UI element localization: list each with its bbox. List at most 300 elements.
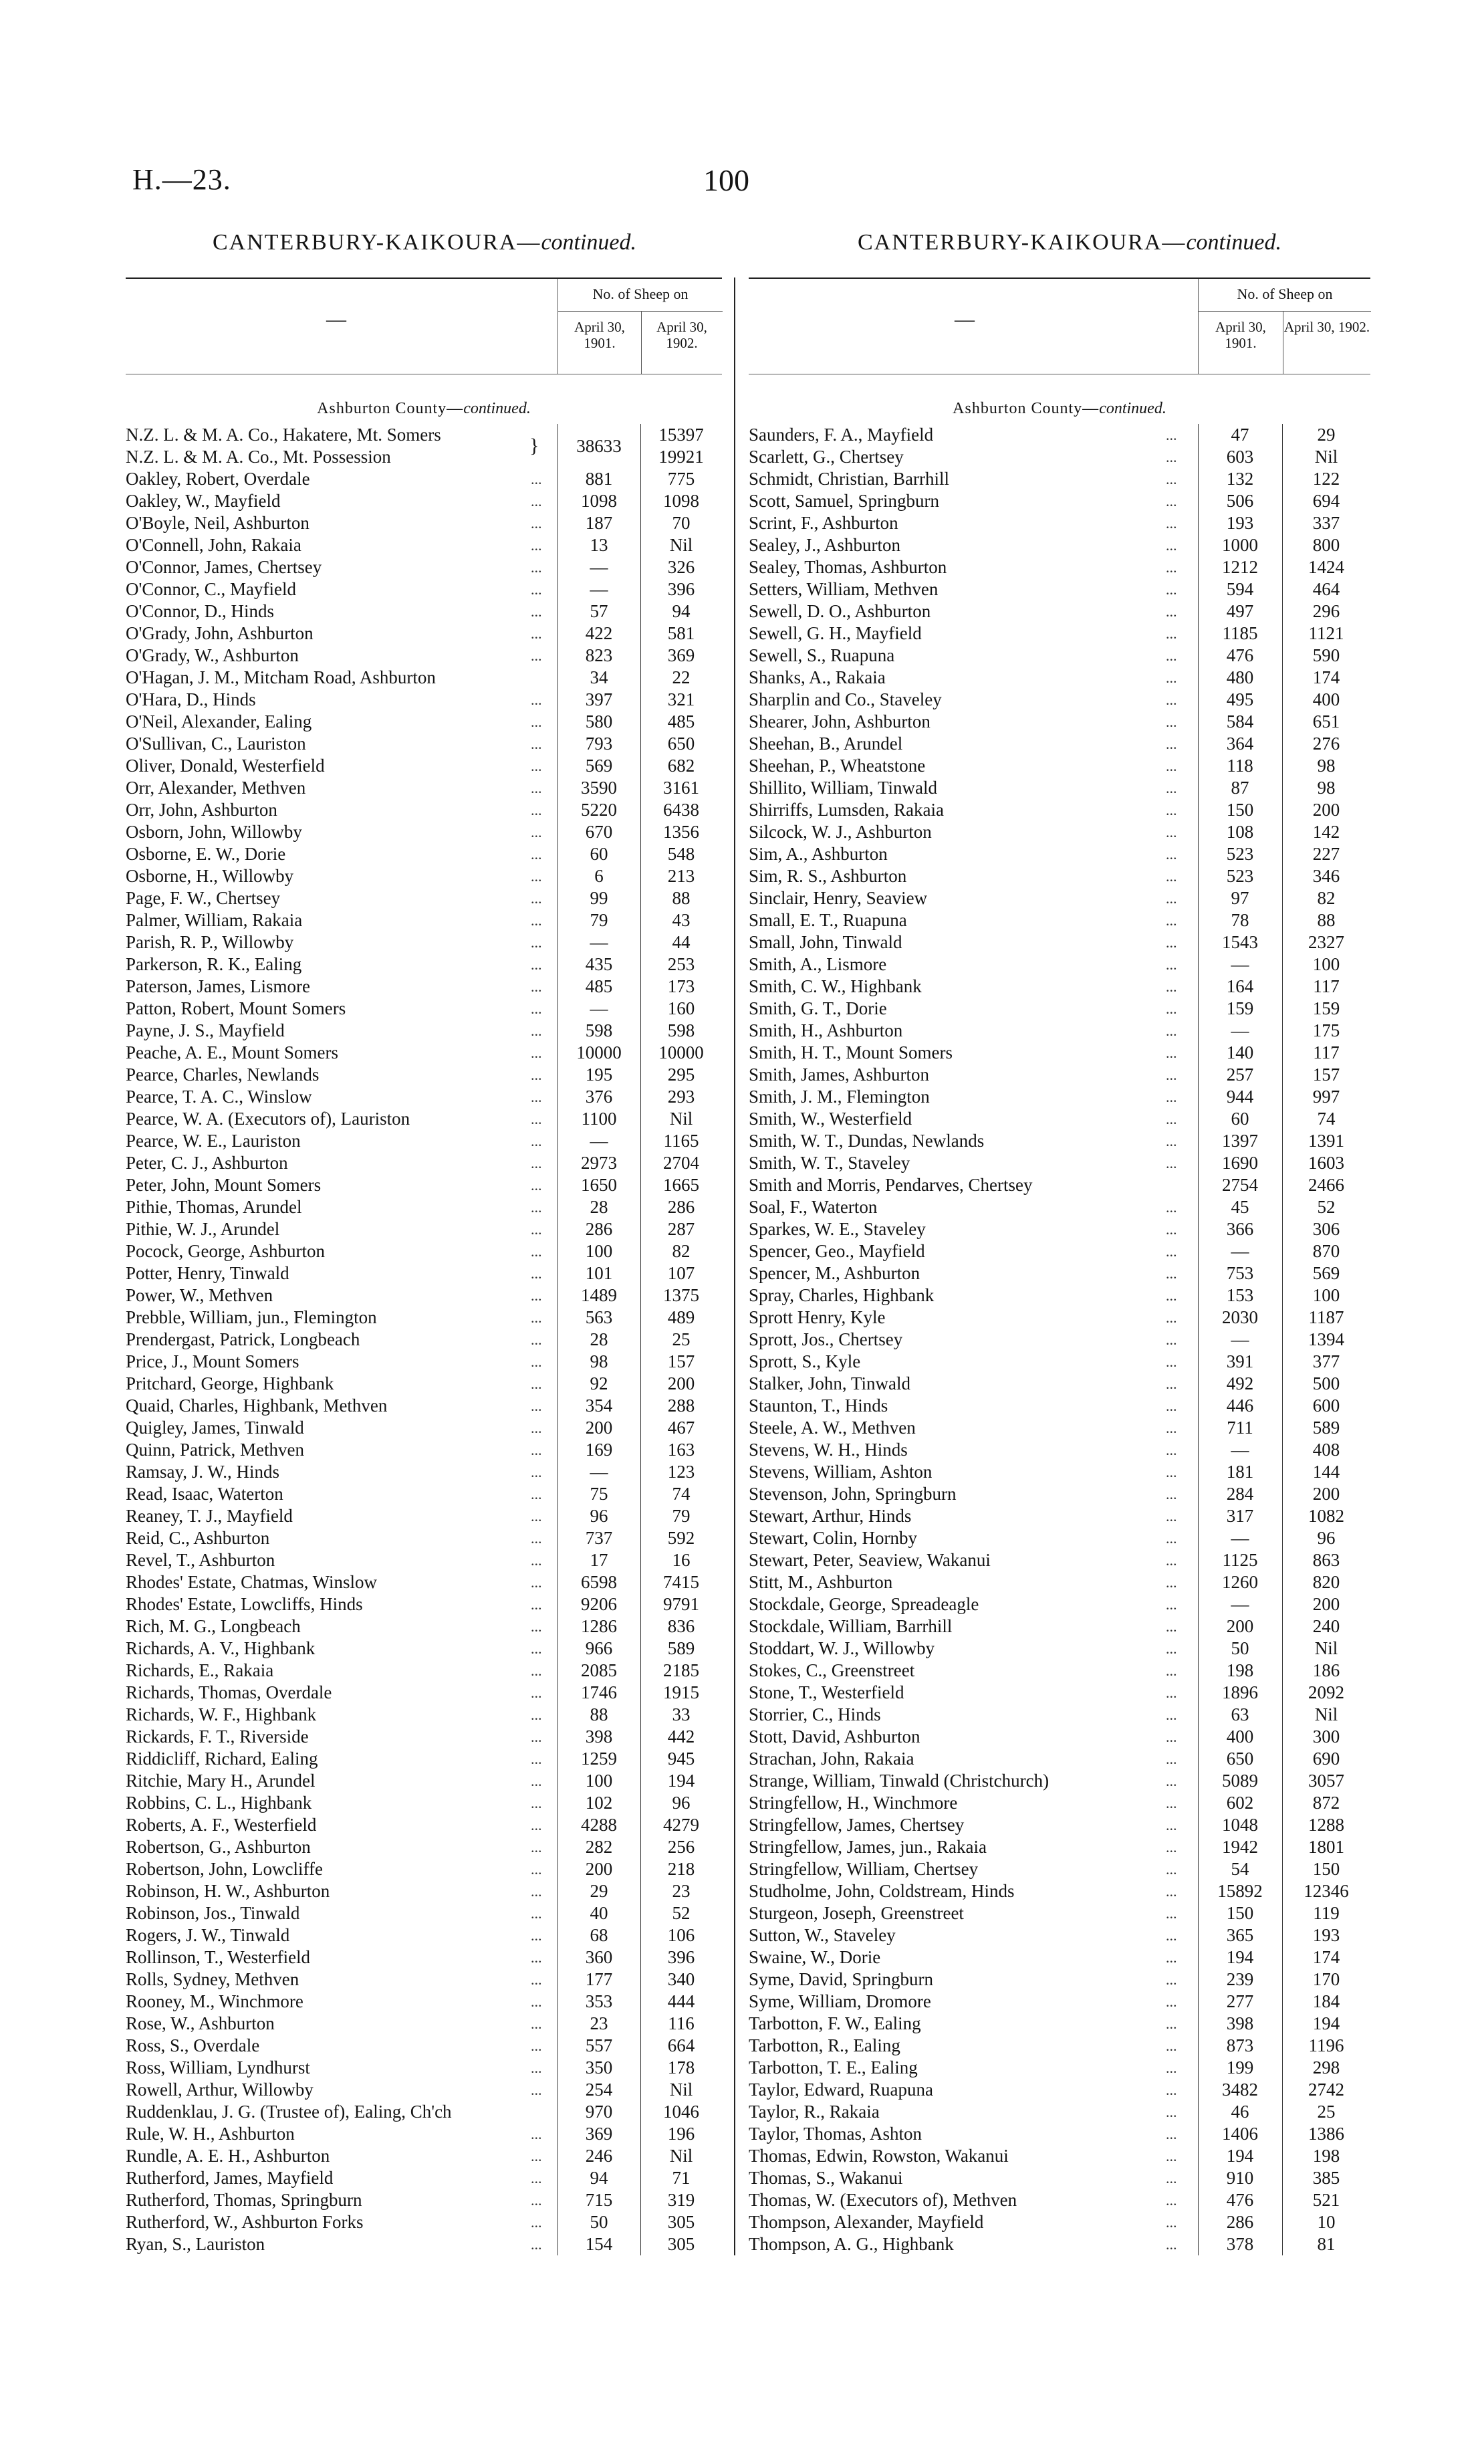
sheep-count-1902: 44 bbox=[672, 932, 691, 952]
sheep-count-1902: 467 bbox=[667, 1418, 695, 1438]
sheep-count-1901: 132 bbox=[1226, 469, 1254, 489]
holder-name: Palmer, William, Rakaia bbox=[126, 910, 303, 930]
sheep-count-1902: 175 bbox=[1312, 1020, 1340, 1040]
leader-dots: ... bbox=[1166, 890, 1177, 907]
table-row bbox=[749, 1991, 1370, 2013]
holder-name: O'Hara, D., Hinds bbox=[126, 689, 256, 709]
sheep-count-1902: 997 bbox=[1312, 1087, 1340, 1107]
sheep-count-1902: 52 bbox=[672, 1903, 691, 1923]
sheep-count-1901: — bbox=[1231, 1020, 1249, 1040]
leader-dots: ... bbox=[531, 846, 542, 863]
sheep-count-1901: 369 bbox=[585, 2124, 613, 2144]
sheep-count-1902: 396 bbox=[667, 579, 695, 599]
table-row bbox=[126, 777, 722, 799]
leader-dots: ... bbox=[1166, 1596, 1177, 1613]
holder-name: Saunders, F. A., Mayfield bbox=[749, 425, 934, 445]
sheep-count-1902: 1288 bbox=[1308, 1815, 1344, 1835]
right-county-name: Ashburton County— bbox=[953, 400, 1100, 417]
holder-name: Scrint, F., Ashburton bbox=[749, 513, 898, 533]
sheep-count-1901: 28 bbox=[590, 1197, 608, 1217]
sheep-count-1901: 480 bbox=[1226, 667, 1254, 687]
sheep-count-1901: 13 bbox=[590, 535, 608, 555]
leader-dots: ... bbox=[1166, 802, 1177, 818]
holder-name: Shearer, John, Ashburton bbox=[749, 711, 931, 732]
holder-name: Stevenson, John, Springburn bbox=[749, 1484, 957, 1504]
holder-name: Scarlett, G., Chertsey bbox=[749, 447, 904, 467]
sheep-count-1902: 548 bbox=[667, 844, 695, 864]
holder-name: Rollinson, T., Westerfield bbox=[126, 1947, 311, 1967]
table-row bbox=[126, 1549, 722, 1571]
holder-name: O'Connor, D., Hinds bbox=[126, 601, 275, 621]
table-row bbox=[749, 931, 1370, 954]
sheep-count-1901: 286 bbox=[585, 1219, 613, 1239]
sheep-count-1902: 1046 bbox=[663, 2102, 699, 2122]
holder-name: Sewell, D. O., Ashburton bbox=[749, 601, 931, 621]
leader-dots: ... bbox=[1166, 1971, 1177, 1988]
holder-name: Robinson, H. W., Ashburton bbox=[126, 1881, 330, 1901]
sheep-count-1901: 96 bbox=[590, 1506, 608, 1526]
leader-dots: ... bbox=[1166, 1442, 1177, 1458]
sheep-count-1901: 476 bbox=[1226, 645, 1254, 665]
sheep-count-1901: 1185 bbox=[1222, 623, 1258, 643]
holder-name: Stevens, William, Ashton bbox=[749, 1462, 933, 1482]
table-row bbox=[126, 1660, 722, 1682]
table-row bbox=[749, 1682, 1370, 1704]
leader-dots: ... bbox=[531, 713, 542, 730]
holder-name: Smith, J. M., Flemington bbox=[749, 1087, 930, 1107]
table-row bbox=[749, 2013, 1370, 2035]
table-row bbox=[126, 1240, 722, 1262]
leader-dots: ... bbox=[531, 1133, 542, 1149]
leader-dots: ... bbox=[1166, 1353, 1177, 1370]
holder-name: Parkerson, R. K., Ealing bbox=[126, 954, 302, 974]
table-row bbox=[749, 799, 1370, 821]
sheep-count-1901: 753 bbox=[1226, 1263, 1254, 1283]
sheep-count-1901: 50 bbox=[590, 2212, 608, 2232]
holder-name: Smith, G. T., Dorie bbox=[749, 998, 887, 1018]
table-row bbox=[126, 667, 722, 689]
leader-dots: ... bbox=[531, 1067, 542, 1083]
holder-name: Read, Isaac, Waterton bbox=[126, 1484, 283, 1504]
sheep-count-1902: 589 bbox=[1312, 1418, 1340, 1438]
holder-name: Shirriffs, Lumsden, Rakaia bbox=[749, 800, 944, 820]
holder-name: Stewart, Arthur, Hinds bbox=[749, 1506, 912, 1526]
sheep-count-1902: 227 bbox=[1312, 844, 1340, 864]
leader-dots: ... bbox=[1166, 1397, 1177, 1414]
holder-name: Schmidt, Christian, Barrhill bbox=[749, 469, 949, 489]
leader-dots: ... bbox=[531, 890, 542, 907]
sheep-count-1902: 117 bbox=[1313, 976, 1340, 996]
sheep-count-1901: 199 bbox=[1226, 2057, 1254, 2078]
left-section-title bbox=[127, 230, 722, 255]
sheep-count-1902: 295 bbox=[667, 1065, 695, 1085]
sheep-count-1901: 1406 bbox=[1222, 2124, 1258, 2144]
table-row bbox=[749, 1461, 1370, 1483]
sheep-count-1901: 350 bbox=[585, 2057, 613, 2078]
holder-name: Pearce, Charles, Newlands bbox=[126, 1065, 320, 1085]
holder-name: Syme, David, Springburn bbox=[749, 1969, 933, 1989]
sheep-count-1902: 194 bbox=[667, 1771, 695, 1791]
table-row bbox=[749, 2167, 1370, 2189]
sheep-count-1902: 194 bbox=[1312, 2013, 1340, 2033]
holder-name: Rhodes' Estate, Chatmas, Winslow bbox=[126, 1572, 377, 1592]
leader-dots: ... bbox=[531, 1662, 542, 1679]
leader-dots: ... bbox=[1166, 1022, 1177, 1039]
sheep-count-1901: 195 bbox=[585, 1065, 613, 1085]
sheep-count-1901: 1746 bbox=[581, 1682, 617, 1702]
holder-name: Strange, William, Tinwald (Christchurch) bbox=[749, 1771, 1049, 1791]
sheep-count-1902: 1375 bbox=[663, 1285, 699, 1305]
holder-name: Shanks, A., Rakaia bbox=[749, 667, 886, 687]
holder-name: Steele, A. W., Methven bbox=[749, 1418, 916, 1438]
table-row bbox=[749, 2035, 1370, 2057]
sheep-count-1901: 282 bbox=[585, 1837, 613, 1857]
sheep-count-1901: 492 bbox=[1226, 1373, 1254, 1393]
holder-name: Quaid, Charles, Highbank, Methven bbox=[126, 1395, 388, 1416]
leader-dots: ... bbox=[1166, 1728, 1177, 1745]
table-row bbox=[749, 1836, 1370, 1858]
sheep-count-1901: 164 bbox=[1226, 976, 1254, 996]
sheep-count-1902: 100 bbox=[1312, 954, 1340, 974]
leader-dots: ... bbox=[531, 1993, 542, 2010]
sheep-count-1901: — bbox=[590, 998, 608, 1018]
sheep-count-1901: 711 bbox=[1227, 1418, 1253, 1438]
sheep-count-1901: 4288 bbox=[581, 1815, 617, 1835]
sheep-count-1902: 213 bbox=[667, 866, 695, 886]
leader-dots: ... bbox=[531, 2126, 542, 2142]
sheep-count-1901: 46 bbox=[1231, 2102, 1249, 2122]
leader-dots: ... bbox=[531, 1706, 542, 1723]
table-row bbox=[126, 821, 722, 843]
sheep-count-1902: 33 bbox=[672, 1704, 691, 1724]
table-row bbox=[749, 1086, 1370, 1108]
sheep-count-1902: 200 bbox=[1312, 1484, 1340, 1504]
leader-dots: ... bbox=[1166, 1287, 1177, 1304]
sheep-count-1901: 177 bbox=[585, 1969, 613, 1989]
leader-dots: ... bbox=[531, 2082, 542, 2098]
right-table-header bbox=[749, 277, 1370, 374]
holder-name: Quinn, Patrick, Methven bbox=[126, 1440, 304, 1460]
leader-dots: ... bbox=[531, 1309, 542, 1326]
sheep-count-1902: 296 bbox=[1312, 601, 1340, 621]
leader-dots: ... bbox=[1166, 537, 1177, 554]
sheep-count-1902: 300 bbox=[1312, 1726, 1340, 1747]
sheep-count-1902: 377 bbox=[1312, 1351, 1340, 1371]
sheep-count-1901: — bbox=[1231, 1329, 1249, 1349]
leader-dots: ... bbox=[531, 1089, 542, 1105]
sheep-count-1902: 107 bbox=[667, 1263, 695, 1283]
leader-dots: ... bbox=[1166, 2192, 1177, 2209]
sheep-count-1902: 276 bbox=[1312, 734, 1340, 754]
leader-dots: ... bbox=[1166, 2059, 1177, 2076]
table-row bbox=[749, 954, 1370, 976]
sheep-count-1901: 2973 bbox=[581, 1153, 617, 1173]
leader-dots: ... bbox=[1166, 1795, 1177, 1811]
sheep-count-1901: 286 bbox=[1226, 2212, 1254, 2232]
table-row bbox=[126, 2101, 722, 2123]
sheep-count-1902: 25 bbox=[1317, 2102, 1336, 2122]
right-col-1902-header: April 30, 1902. bbox=[1283, 319, 1370, 335]
leader-dots: ... bbox=[531, 978, 542, 995]
sheep-count-1902: 690 bbox=[1312, 1749, 1340, 1769]
leader-dots: ... bbox=[531, 1728, 542, 1745]
sheep-count-1901: — bbox=[1231, 1594, 1249, 1614]
holder-name: Rickards, F. T., Riverside bbox=[126, 1726, 309, 1747]
table-row bbox=[749, 865, 1370, 887]
table-row bbox=[749, 998, 1370, 1020]
leader-dots: ... bbox=[531, 1199, 542, 1216]
holder-name: N.Z. L. & M. A. Co., Hakatere, Mt. Somers bbox=[126, 425, 441, 445]
sheep-count-1902: 863 bbox=[1312, 1550, 1340, 1570]
sheep-count-1902: 174 bbox=[1312, 1947, 1340, 1967]
leader-dots: ... bbox=[1166, 978, 1177, 995]
sheep-count-1902: 79 bbox=[672, 1506, 691, 1526]
holder-name: Richards, Thomas, Overdale bbox=[126, 1682, 332, 1702]
sheep-count-1902: 144 bbox=[1312, 1462, 1340, 1482]
leader-dots: ... bbox=[1166, 1464, 1177, 1480]
sheep-count-1901: 45 bbox=[1231, 1197, 1249, 1217]
sheep-count-1902: 119 bbox=[1313, 1903, 1340, 1923]
table-row bbox=[126, 1373, 722, 1395]
table-row bbox=[749, 645, 1370, 667]
leader-dots: ... bbox=[1166, 1486, 1177, 1502]
sheep-count-1901: 1098 bbox=[581, 491, 617, 511]
table-row bbox=[126, 1262, 722, 1284]
holder-name: Prebble, William, jun., Flemington bbox=[126, 1307, 377, 1327]
sheep-count-1901: 1100 bbox=[581, 1109, 617, 1129]
holder-name: Smith, W. T., Dundas, Newlands bbox=[749, 1131, 985, 1151]
table-row bbox=[749, 1218, 1370, 1240]
leader-dots: ... bbox=[531, 1464, 542, 1480]
holder-name: Smith, H. T., Mount Somers bbox=[749, 1042, 953, 1062]
leader-dots: ... bbox=[1166, 625, 1177, 642]
leader-dots: ... bbox=[1166, 1751, 1177, 1767]
holder-name: O'Grady, John, Ashburton bbox=[126, 623, 314, 643]
holder-name: Thompson, A. G., Highbank bbox=[749, 2234, 954, 2254]
holder-name: Ross, S., Overdale bbox=[126, 2035, 260, 2055]
leader-dots: ... bbox=[531, 1265, 542, 1282]
column-rule bbox=[1198, 424, 1199, 2255]
leader-dots: ... bbox=[1166, 559, 1177, 576]
leader-dots: ... bbox=[1166, 1199, 1177, 1216]
table-row bbox=[126, 534, 722, 556]
leader-dots: ... bbox=[1166, 1111, 1177, 1127]
holder-name: O'Connor, C., Mayfield bbox=[126, 579, 297, 599]
holder-name: Smith, C. W., Highbank bbox=[749, 976, 922, 996]
table-row bbox=[126, 2013, 722, 2035]
right-county-heading bbox=[749, 374, 1370, 424]
left-col-1901-header: April 30, 1901. bbox=[574, 319, 625, 351]
holder-name: Robertson, G., Ashburton bbox=[126, 1837, 311, 1857]
leader-dots: ... bbox=[531, 868, 542, 885]
leader-dots: ... bbox=[531, 1177, 542, 1194]
holder-name: Stalker, John, Tinwald bbox=[749, 1373, 910, 1393]
holder-name: Stewart, Colin, Hornby bbox=[749, 1528, 917, 1548]
holder-name: Rogers, J. W., Tinwald bbox=[126, 1925, 290, 1945]
table-row bbox=[126, 998, 722, 1020]
sheep-count-1902: 521 bbox=[1312, 2190, 1340, 2210]
table-row bbox=[749, 667, 1370, 689]
table-row bbox=[749, 2079, 1370, 2101]
leader-dots: ... bbox=[1166, 1640, 1177, 1657]
table-row bbox=[126, 909, 722, 931]
holder-name: Orr, Alexander, Methven bbox=[126, 778, 306, 798]
leader-dots: ... bbox=[531, 2236, 542, 2253]
sheep-count-1901: 99 bbox=[590, 888, 608, 908]
leader-dots: ... bbox=[531, 1684, 542, 1701]
sheep-count-1901: 523 bbox=[1226, 866, 1254, 886]
sheep-count-1901: 1942 bbox=[1222, 1837, 1258, 1857]
leader-dots: ... bbox=[1166, 1089, 1177, 1105]
left-group-label: No. of Sheep on bbox=[592, 286, 689, 302]
sheep-count-1902: 589 bbox=[667, 1638, 695, 1658]
sheep-count-1902: Nil bbox=[669, 2146, 693, 2166]
sheep-count-1901: 194 bbox=[1226, 2146, 1254, 2166]
holder-name: Robertson, John, Lowcliffe bbox=[126, 1859, 323, 1879]
table-row bbox=[749, 909, 1370, 931]
sheep-count-1901: 400 bbox=[1226, 1726, 1254, 1747]
table-row bbox=[126, 623, 722, 645]
sheep-count-1901: — bbox=[1231, 954, 1249, 974]
table-row bbox=[126, 556, 722, 578]
sheep-count-1901: 150 bbox=[1226, 1903, 1254, 1923]
sheep-count-1902: 444 bbox=[667, 1991, 695, 2011]
holder-name: Smith, James, Ashburton bbox=[749, 1065, 930, 1085]
sheep-count-1902: 96 bbox=[672, 1793, 691, 1813]
sheep-count-1901: 29 bbox=[590, 1881, 608, 1901]
sheep-count-1901: — bbox=[1231, 1440, 1249, 1460]
table-row bbox=[126, 1770, 722, 1792]
sheep-count-1902: 43 bbox=[672, 910, 691, 930]
table-row bbox=[126, 1307, 722, 1329]
sheep-count-1902: 16 bbox=[672, 1550, 691, 1570]
table-row bbox=[126, 1439, 722, 1461]
sheep-count-1902: 6438 bbox=[663, 800, 699, 820]
table-row bbox=[749, 2233, 1370, 2255]
sheep-count-1901: 17 bbox=[590, 1550, 608, 1570]
sheep-count-1901: 1543 bbox=[1222, 932, 1258, 952]
holder-name: Parish, R. P., Willowby bbox=[126, 932, 294, 952]
table-row bbox=[749, 1042, 1370, 1064]
holder-name: Rule, W. H., Ashburton bbox=[126, 2124, 295, 2144]
table-row bbox=[749, 1130, 1370, 1152]
holder-name: Robinson, Jos., Tinwald bbox=[126, 1903, 300, 1923]
sheep-count-1901: 5089 bbox=[1222, 1771, 1258, 1791]
holder-name: Osborne, H., Willowby bbox=[126, 866, 294, 886]
holder-name: Storrier, C., Hinds bbox=[749, 1704, 881, 1724]
table-row bbox=[749, 534, 1370, 556]
sheep-count-1901: 1212 bbox=[1222, 557, 1258, 577]
leader-dots: ... bbox=[1166, 1927, 1177, 1944]
holder-name: Stockdale, William, Barrhill bbox=[749, 1616, 953, 1636]
holder-name: Rooney, M., Winchmore bbox=[126, 1991, 303, 2011]
table-row bbox=[126, 843, 722, 865]
holder-name: Setters, William, Methven bbox=[749, 579, 939, 599]
sheep-count-1901: 47 bbox=[1231, 425, 1249, 445]
sheep-count-1902: 100 bbox=[1312, 1285, 1340, 1305]
holder-name: Spray, Charles, Highbank bbox=[749, 1285, 935, 1305]
sheep-count-1901: 101 bbox=[585, 1263, 613, 1283]
leader-dots: ... bbox=[531, 1353, 542, 1370]
sheep-count-1901: 966 bbox=[585, 1638, 613, 1658]
sheep-count-1902: 88 bbox=[1317, 910, 1336, 930]
table-row bbox=[126, 1527, 722, 1549]
right-title-main: CANTERBURY-KAIKOURA— bbox=[857, 230, 1187, 255]
table-row bbox=[749, 1240, 1370, 1262]
holder-name: Syme, William, Dromore bbox=[749, 1991, 931, 2011]
sheep-count-1901: 970 bbox=[585, 2102, 613, 2122]
leader-dots: ... bbox=[1166, 824, 1177, 841]
holder-name: Sim, A., Ashburton bbox=[749, 844, 888, 864]
holder-name: Stockdale, George, Spreadeagle bbox=[749, 1594, 979, 1614]
table-row bbox=[126, 1902, 722, 1924]
table-row bbox=[126, 2079, 722, 2101]
leader-dots: ... bbox=[531, 1883, 542, 1900]
table-row bbox=[749, 1549, 1370, 1571]
table-row bbox=[126, 1417, 722, 1439]
table-row bbox=[749, 1593, 1370, 1615]
sheep-count-1902: 651 bbox=[1312, 711, 1340, 732]
table-row bbox=[126, 490, 722, 512]
table-row bbox=[749, 1395, 1370, 1417]
holder-name: Stringfellow, H., Winchmore bbox=[749, 1793, 958, 1813]
sheep-count-1901: 317 bbox=[1226, 1506, 1254, 1526]
left-county-heading bbox=[126, 374, 722, 424]
holder-name: Shillito, William, Tinwald bbox=[749, 778, 937, 798]
holder-name: Thomas, W. (Executors of), Methven bbox=[749, 2190, 1017, 2210]
leader-dots: ... bbox=[531, 1618, 542, 1635]
sheep-count-1901: 737 bbox=[585, 1528, 613, 1548]
sheep-count-1902: 82 bbox=[672, 1241, 691, 1261]
left-table-header bbox=[126, 277, 722, 374]
leader-dots: ... bbox=[531, 493, 542, 510]
sheep-count-1902: 1665 bbox=[663, 1175, 699, 1195]
sheep-count-1901: 823 bbox=[585, 645, 613, 665]
leader-dots: ... bbox=[1166, 2082, 1177, 2098]
leader-dots: ... bbox=[531, 1243, 542, 1260]
table-row bbox=[126, 799, 722, 821]
sheep-count-1902: 19921 bbox=[658, 447, 704, 467]
sheep-count-1901: 54 bbox=[1231, 1859, 1249, 1879]
sheep-count-1901: 523 bbox=[1226, 844, 1254, 864]
sheep-count-1902: 598 bbox=[667, 1020, 695, 1040]
table-row bbox=[126, 1946, 722, 1969]
table-row bbox=[749, 1704, 1370, 1726]
sheep-count-1901: 108 bbox=[1226, 822, 1254, 842]
sheep-count-1902: 4279 bbox=[663, 1815, 699, 1835]
leader-dots: ... bbox=[531, 1773, 542, 1789]
holder-name: Spencer, M., Ashburton bbox=[749, 1263, 920, 1283]
sheep-count-1901: 881 bbox=[585, 469, 613, 489]
sheep-count-1901: 118 bbox=[1227, 756, 1253, 776]
holder-name: Smith, W. T., Staveley bbox=[749, 1153, 910, 1173]
holder-name: Peache, A. E., Mount Somers bbox=[126, 1042, 338, 1062]
sheep-count-1902: 25 bbox=[672, 1329, 691, 1349]
table-row bbox=[749, 1373, 1370, 1395]
leader-dots: ... bbox=[531, 2037, 542, 2054]
sheep-count-1902: 253 bbox=[667, 954, 695, 974]
sheep-count-1902: 52 bbox=[1317, 1197, 1336, 1217]
sheep-count-1902: 96 bbox=[1317, 1528, 1336, 1548]
holder-name: Pocock, George, Ashburton bbox=[126, 1241, 325, 1261]
holder-name: Thompson, Alexander, Mayfield bbox=[749, 2212, 984, 2232]
sheep-count-1902: 116 bbox=[668, 2013, 695, 2033]
sheep-count-1901: 6 bbox=[594, 866, 604, 886]
holder-name: Ruddenklau, J. G. (Trustee of), Ealing, Ch'ch bbox=[126, 2102, 452, 2122]
sheep-count-1902: 70 bbox=[672, 513, 691, 533]
sheep-count-1901: 584 bbox=[1226, 711, 1254, 732]
leader-dots: ... bbox=[531, 780, 542, 796]
